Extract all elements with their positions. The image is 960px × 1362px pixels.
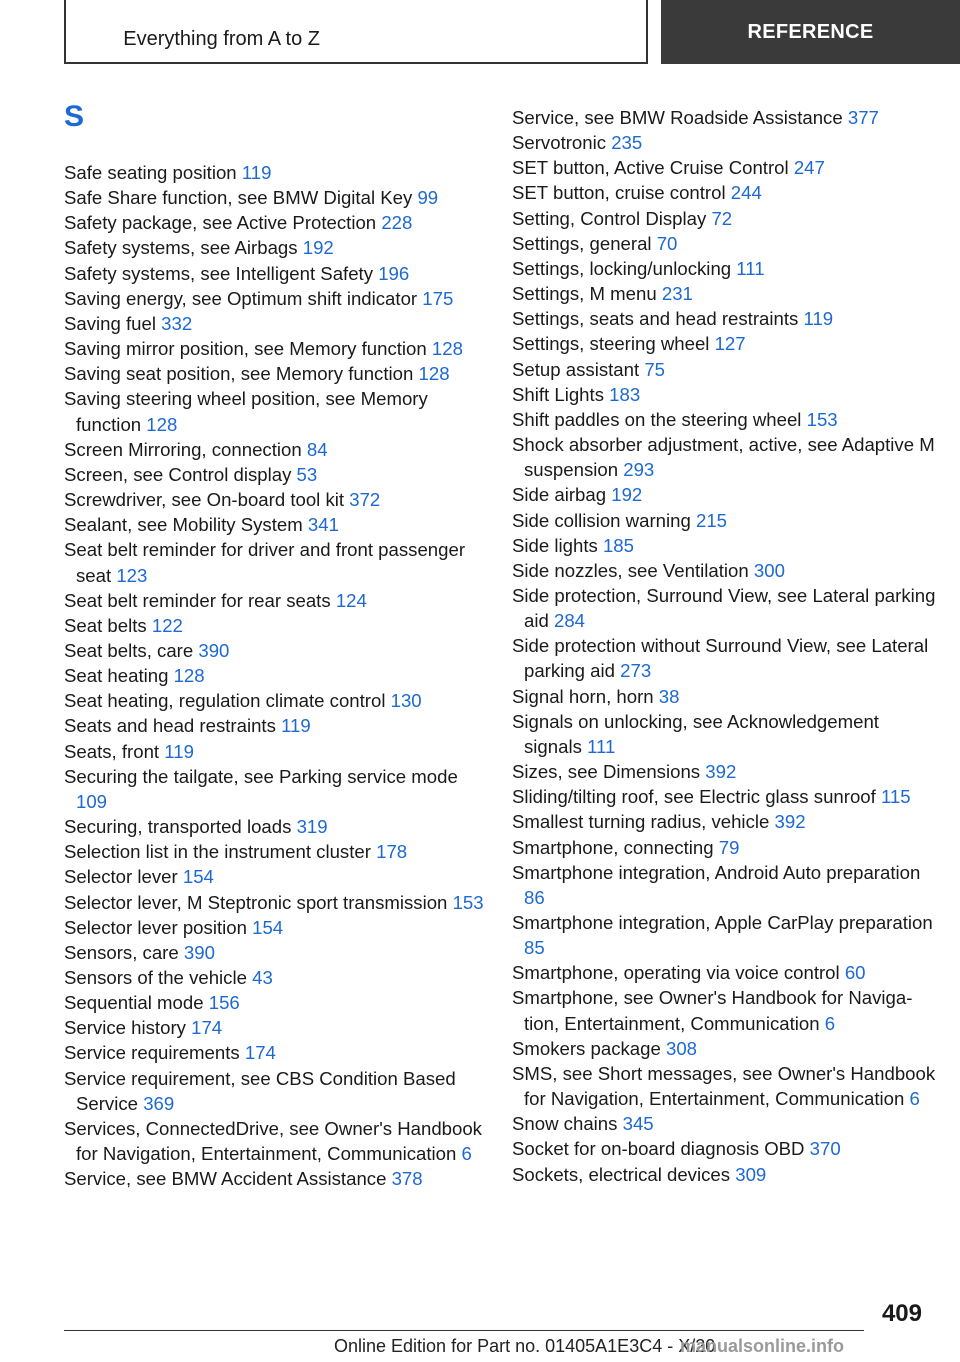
index-entry-text: Side airbag	[512, 484, 607, 506]
index-entry-page-link[interactable]: 72	[711, 207, 733, 229]
index-entry-text: Service, see BMW Accident Assistance	[64, 1168, 387, 1190]
index-entry-page-link[interactable]: 86	[524, 886, 545, 908]
index-entry-page-link[interactable]: 60	[844, 962, 866, 984]
index-entry-page-link[interactable]: 377	[847, 107, 879, 128]
index-entry	[64, 663, 484, 688]
index-entry-page-link[interactable]: 123	[116, 564, 148, 586]
index-entry	[512, 985, 940, 1035]
index-entry-page-link[interactable]: 319	[296, 816, 328, 838]
index-entry	[64, 1015, 484, 1040]
index-entry-page-link[interactable]: 128	[146, 413, 178, 435]
index-entry	[512, 306, 940, 331]
index-entry-text: Sealant, see Mobility System	[64, 514, 303, 536]
index-entry-page-link[interactable]: 122	[151, 614, 183, 636]
index-entry	[512, 256, 940, 281]
index-entry-text: Shift Lights	[512, 383, 604, 405]
index-entry-page-link[interactable]: 183	[609, 383, 641, 405]
index-entry-text: Selector lever, M Steptronic sport transmission	[64, 891, 448, 913]
reference-tab-label: REFERENCE	[747, 20, 874, 43]
index-entry-text: Smartphone integration, Android Auto preparation	[512, 861, 921, 883]
index-entry-page-link[interactable]: 111	[736, 257, 765, 279]
index-entry	[64, 361, 484, 386]
index-entry-text: Sequential mode	[64, 992, 204, 1014]
index-entry-text: Screen, see Control display	[64, 463, 292, 485]
index-entry	[64, 688, 484, 713]
index-entry-text: Shock absorber adjustment, active, see Adaptive M suspension	[512, 434, 935, 481]
index-entry-page-link[interactable]: 156	[208, 992, 240, 1014]
section-title: Everything from A to Z	[123, 28, 320, 50]
index-entry-page-link[interactable]: 128	[418, 363, 450, 385]
index-entry	[64, 613, 484, 638]
index-entry-text: Settings, M menu	[512, 283, 657, 305]
index-entry	[512, 1162, 940, 1187]
index-entry	[512, 633, 940, 683]
index-entry-text: Smokers package	[512, 1037, 661, 1059]
reference-tab	[661, 0, 960, 64]
index-entry-page-link[interactable]: 6	[461, 1143, 472, 1165]
index-entry-text: Side protection without Surround View, see Lateral parking aid	[512, 635, 929, 682]
index-entry-page-link[interactable]: 119	[803, 308, 834, 330]
index-entry-page-link[interactable]: 196	[378, 262, 410, 284]
index-entry-text: Shift paddles on the steering wheel	[512, 408, 802, 430]
index-entry	[64, 915, 484, 940]
index-entry-page-link[interactable]: 119	[241, 162, 272, 183]
index-entry-text: Settings, general	[512, 232, 652, 254]
index-entry-text: Service, see BMW Roadside Assistance	[512, 107, 843, 128]
index-entry	[64, 814, 484, 839]
index-entry-page-link[interactable]: 124	[335, 589, 367, 611]
index-entry-text: Side protection, Surround View, see Lateral parking aid	[512, 584, 936, 632]
index-entry-page-link[interactable]: 75	[644, 358, 665, 380]
index-entry-text: SMS, see Short messages, see Owner's Handbook for Navigation, Entertainment, Communication	[512, 1062, 936, 1110]
index-entry-text: Side lights	[512, 534, 598, 556]
index-entry-page-link[interactable]: 153	[806, 408, 838, 430]
index-entry-text: Seat belts	[64, 614, 147, 636]
index-entry-page-link[interactable]: 119	[281, 715, 311, 737]
index-entry	[64, 940, 484, 965]
index-entry	[512, 533, 940, 558]
index-entry	[512, 508, 940, 533]
index-entry	[512, 105, 940, 130]
index-entry-page-link[interactable]: 192	[302, 237, 334, 259]
index-entry	[512, 1136, 940, 1161]
index-entry-text: Sliding/tilting roof, see Electric glass sunroof	[512, 786, 876, 808]
index-entry-page-link[interactable]: 174	[244, 1042, 276, 1064]
index-entry	[512, 1111, 940, 1136]
index-entry-page-link[interactable]: 244	[730, 182, 762, 204]
index-entry-text: Seats and head restraints	[64, 715, 276, 737]
index-entry-page-link[interactable]: 332	[161, 312, 193, 334]
index-entry-text: Service history	[64, 1017, 186, 1039]
index-entry-page-link[interactable]: 247	[793, 157, 825, 179]
index-entry	[64, 210, 484, 235]
index-entry	[64, 235, 484, 260]
index-entry	[512, 709, 940, 759]
index-entry-page-link[interactable]: 369	[143, 1092, 175, 1114]
index-entry-page-link[interactable]: 378	[391, 1168, 423, 1190]
index-entry	[64, 713, 484, 738]
index-entry-page-link[interactable]: 53	[296, 463, 318, 485]
index-entry	[64, 864, 484, 889]
index-entry	[512, 960, 940, 985]
index-entry-text: Safe seating position	[64, 162, 237, 183]
index-entry-page-link[interactable]: 99	[417, 187, 439, 209]
index-entry-page-link[interactable]: 119	[164, 740, 194, 762]
index-entry-text: Seat heating	[64, 665, 169, 687]
index-entry-page-link[interactable]: 153	[452, 891, 484, 913]
index-entry-text: Screen Mirroring, connection	[64, 438, 302, 460]
index-entry-page-link[interactable]: 38	[658, 685, 680, 707]
index-entry-page-link[interactable]: 273	[620, 660, 652, 682]
index-entry	[64, 487, 484, 512]
index-entry-text: Sockets, electrical devices	[512, 1163, 731, 1185]
index-entry-page-link[interactable]: 341	[307, 514, 339, 536]
index-entry-text: Seat belts, care	[64, 639, 194, 661]
index-entry-text: Side nozzles, see Ventilation	[512, 559, 749, 581]
index-entry	[512, 407, 940, 432]
index-entry	[512, 910, 940, 960]
footer-edition: Online Edition for Part no. 01405A1E3C4 - X/20	[334, 1336, 716, 1356]
index-entry-page-link[interactable]: 185	[602, 534, 634, 556]
index-entry-text: Servotronic	[512, 132, 607, 154]
index-entry	[512, 583, 940, 633]
index-entry-text: SET button, Active Cruise Control	[512, 157, 789, 179]
index-entry	[64, 638, 484, 663]
index-entry-page-link[interactable]: 370	[809, 1138, 841, 1160]
index-entry-page-link[interactable]: 6	[824, 1012, 836, 1034]
index-entry	[512, 809, 940, 834]
index-entry-page-link[interactable]: 308	[666, 1037, 698, 1059]
index-entry-text: Smartphone, see Owner's Handbook for Navigation, Entertainment, Communication	[512, 987, 913, 1034]
index-entry	[512, 1036, 940, 1061]
index-entry-text: Safety package, see Active Protection	[64, 212, 377, 234]
index-entry-text: Services, ConnectedDrive, see Owner's Handbook for Navigation, Entertainment, Communication	[64, 1117, 482, 1165]
index-entry-page-link[interactable]: 390	[183, 941, 215, 963]
index-entry-page-link[interactable]: 130	[390, 690, 422, 712]
index-entry-page-link[interactable]: 128	[173, 665, 205, 687]
index-entry	[64, 160, 484, 185]
index-entry-text: Setup assistant	[512, 358, 640, 380]
index-entry-text: Safety systems, see Airbags	[64, 237, 298, 259]
index-entry	[512, 180, 940, 205]
index-entry-text: Setting, Control Display	[512, 207, 707, 229]
index-entry-page-link[interactable]: 178	[376, 841, 408, 863]
index-entry-text: Saving mirror position, see Memory function	[64, 338, 427, 360]
index-entry-page-link[interactable]: 154	[182, 866, 214, 888]
index-entry	[64, 336, 484, 361]
index-entry	[64, 1040, 484, 1065]
footer-watermark: manualsonline.info	[680, 1336, 845, 1356]
index-entry	[64, 1166, 484, 1191]
index-entry	[64, 311, 484, 336]
index-entry-text: Saving energy, see Optimum shift indicator	[64, 287, 418, 309]
index-entry-text: Selection list in the instrument cluster	[64, 841, 371, 863]
page-number: 409	[881, 1300, 922, 1327]
index-column-left	[64, 160, 484, 1191]
index-entry	[64, 261, 484, 286]
index-entry-text: Smartphone, connecting	[512, 836, 714, 858]
index-entry	[64, 739, 484, 764]
index-entry	[64, 462, 484, 487]
index-entry-text: Service requirements	[64, 1042, 240, 1064]
index-entry	[64, 537, 484, 587]
index-entry-page-link[interactable]: 115	[880, 786, 911, 808]
index-entry-text: Screwdriver, see On-board tool kit	[64, 489, 345, 511]
index-entry-page-link[interactable]: 235	[611, 132, 643, 154]
index-entry-page-link[interactable]: 127	[714, 333, 746, 355]
index-entry-page-link[interactable]: 231	[661, 283, 693, 305]
index-entry-text: Signal horn, horn	[512, 685, 654, 707]
index-entry-text: Sensors, care	[64, 941, 179, 963]
index-entry	[512, 684, 940, 709]
index-entry	[512, 155, 940, 180]
index-entry-page-link[interactable]: 175	[422, 287, 454, 309]
index-entry-page-link[interactable]: 372	[349, 489, 381, 511]
index-entry-page-link[interactable]: 128	[431, 338, 463, 360]
index-entry	[512, 835, 940, 860]
index-entry-page-link[interactable]: 215	[695, 509, 728, 531]
header-frame	[64, 0, 648, 64]
index-entry-text: Seat belt reminder for rear seats	[64, 589, 331, 611]
index-entry-text: Seat belt reminder for driver and front passenger seat	[64, 539, 466, 586]
index-entry	[64, 890, 484, 915]
index-entry-text: Sensors of the vehicle	[64, 967, 247, 988]
index-entry	[512, 784, 940, 809]
index-entry-page-link[interactable]: 174	[191, 1017, 223, 1039]
index-entry	[512, 482, 940, 507]
index-entry-text: Settings, steering wheel	[512, 333, 710, 355]
index-entry-page-link[interactable]: 109	[76, 790, 108, 812]
index-entry-text: Snow chains	[512, 1113, 618, 1135]
index-entry-page-link[interactable]: 192	[611, 484, 643, 506]
index-entry-page-link[interactable]: 84	[306, 438, 328, 460]
index-entry-text: Settings, seats and head restraints	[512, 308, 799, 330]
index-entry	[512, 382, 940, 407]
index-entry-page-link[interactable]: 111	[587, 735, 616, 757]
index-entry-page-link[interactable]: 284	[554, 610, 586, 632]
index-entry-page-link[interactable]: 79	[718, 836, 740, 858]
index-entry	[64, 437, 484, 462]
index-entry-text: Signals on unlocking, see Acknowledgement signals	[512, 710, 879, 757]
index-entry-page-link[interactable]: 309	[735, 1163, 767, 1185]
index-entry-page-link[interactable]: 70	[656, 232, 678, 254]
index-entry	[64, 990, 484, 1015]
index-entry-page-link[interactable]: 154	[252, 916, 284, 938]
index-entry	[64, 286, 484, 311]
index-entry-page-link[interactable]: 392	[705, 761, 737, 783]
index-entry-text: Saving seat position, see Memory function	[64, 363, 414, 385]
index-entry	[512, 231, 940, 256]
index-entry	[64, 764, 484, 814]
index-entry-text: Saving steering wheel position, see Memory function	[64, 388, 428, 435]
index-entry-page-link[interactable]: 293	[623, 459, 655, 481]
index-entry	[64, 512, 484, 537]
index-entry-text: Selector lever	[64, 866, 178, 888]
footer-divider	[64, 1330, 864, 1331]
index-entry-text: Side collision warning	[512, 509, 691, 531]
index-entry-page-link[interactable]: 43	[252, 967, 273, 988]
index-entry	[64, 1066, 484, 1116]
index-entry	[64, 588, 484, 613]
index-entry-page-link[interactable]: 300	[753, 559, 785, 581]
index-entry-text: Selector lever position	[64, 916, 247, 938]
index-entry	[64, 185, 484, 210]
index-entry-text: Safe Share function, see BMW Digital Key	[64, 187, 413, 209]
index-entry	[512, 331, 940, 356]
index-entry-page-link[interactable]: 390	[198, 639, 230, 661]
index-entry	[512, 759, 940, 784]
index-entry	[64, 386, 484, 436]
index-entry-text: Smallest turning radius, vehicle	[512, 811, 770, 833]
index-entry-text: Service requirement, see CBS Condition Based Service	[64, 1067, 456, 1114]
index-entry	[512, 206, 940, 231]
index-entry-text: Settings, locking/unlocking	[512, 257, 732, 279]
index-entry-text: Seats, front	[64, 740, 160, 762]
index-entry-page-link[interactable]: 85	[524, 937, 545, 959]
index-entry	[512, 281, 940, 306]
index-entry-text: Sizes, see Dimensions	[512, 761, 701, 783]
index-entry	[64, 1116, 484, 1166]
index-entry	[512, 432, 940, 482]
index-entry-text: SET button, cruise control	[512, 182, 726, 204]
index-entry	[512, 357, 940, 382]
index-entry	[512, 1061, 940, 1111]
index-entry-text: Seat heating, regulation climate control	[64, 690, 386, 712]
index-entry-page-link[interactable]: 6	[909, 1088, 920, 1110]
index-entry-text: Smartphone, operating via voice control	[512, 962, 840, 984]
index-entry-text: Socket for on-board diagnosis OBD	[512, 1138, 805, 1160]
index-entry-page-link[interactable]: 228	[381, 212, 413, 234]
index-entry-text: Safety systems, see Intelligent Safety	[64, 262, 374, 284]
index-entry	[512, 860, 940, 910]
index-entry	[512, 558, 940, 583]
index-entry-text: Securing, transported loads	[64, 816, 292, 838]
index-entry-text: Smartphone integration, Apple CarPlay preparation	[512, 912, 933, 933]
index-entry-page-link[interactable]: 345	[622, 1113, 654, 1135]
index-entry-page-link[interactable]: 392	[774, 811, 806, 833]
index-letter: S	[64, 100, 85, 133]
index-entry-text: Securing the tailgate, see Parking service mode	[64, 765, 458, 787]
index-column-right	[512, 105, 940, 1187]
index-entry	[512, 130, 940, 155]
index-entry-text: Saving fuel	[64, 312, 156, 334]
index-entry	[64, 839, 484, 864]
index-entry	[64, 965, 484, 990]
